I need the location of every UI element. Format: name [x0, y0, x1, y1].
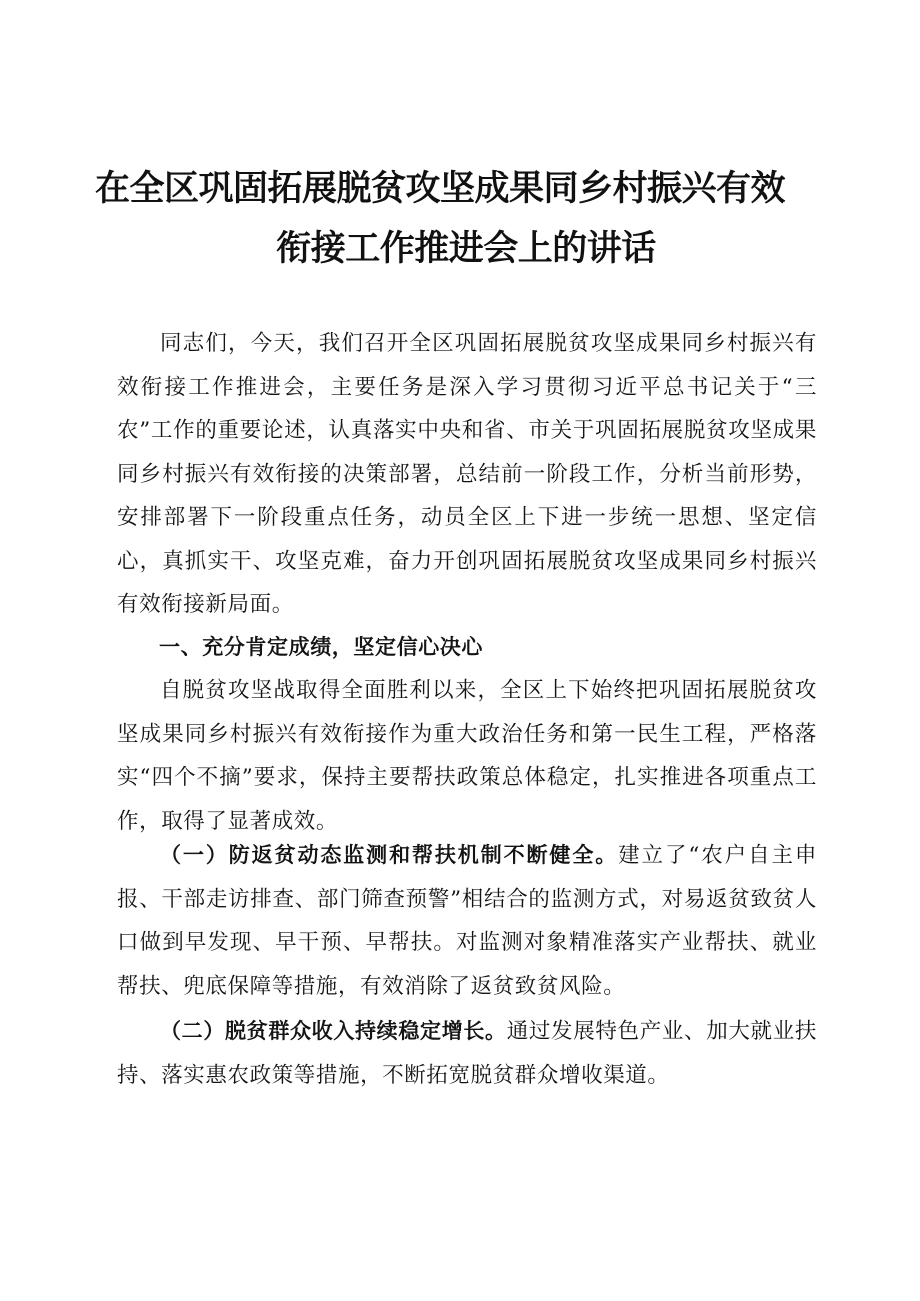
subsection-2-text: 通过发展特色产业、加大就业扶持、落实惠农政策等措施，不断拓宽脱贫群众增收渠道。: [117, 1019, 817, 1088]
subsection-1-lead: （一）防返贫动态监测和帮扶机制不断健全。: [160, 843, 619, 867]
subsection-2-paragraph: [117, 1010, 817, 1097]
section-1-intro-paragraph: 自脱贫攻坚战取得全面胜利以来，全区上下始终把巩固拓展脱贫攻坚成果同乡村振兴有效衔接作为重大政治任务和第一民生工程，严格落实“四个不摘”要求，保持主要帮扶政策总体稳定，扎实推进各项重点工作，取得了显著成效。: [117, 678, 817, 834]
subsection-2-lead: （二）脱贫群众收入持续稳定增长。: [160, 1019, 507, 1043]
subsection-1-text: 建立了“农户自主申报、干部走访排查、部门筛查预警”相结合的监测方式，对易返贫致贫人口做到早发现、早干预、早帮扶。对监测对象精准落实产业帮扶、就业帮扶、兜底保障等措施，有效消除了返贫致贫风险。: [117, 843, 817, 999]
section-heading-1: 一、充分肯定成绩，坚定信心决心: [159, 635, 483, 659]
opening-paragraph: 同志们，今天，我们召开全区巩固拓展脱贫攻坚成果同乡村振兴有效衔接工作推进会，主要任务是深入学习贯彻习近平总书记关于“三农”工作的重要论述，认真落实中央和省、市关于巩固拓展脱贫攻坚成果同乡村振兴有效衔接的决策部署，总结前一阶段工作，分析当前形势，安排部署下一阶段重点任务，动员全区上下进一步统一思想、坚定信心，真抓实干、攻坚克难，奋力开创巩固拓展脱贫攻坚成果同乡村振兴有效衔接新局面。: [117, 331, 817, 617]
subsection-1-paragraph: [117, 834, 817, 1008]
document-title-line-1: 在全区巩固拓展脱贫攻坚成果同乡村振兴有效: [94, 169, 785, 209]
document-title-line-2: 衔接工作推进会上的讲话: [276, 229, 656, 269]
